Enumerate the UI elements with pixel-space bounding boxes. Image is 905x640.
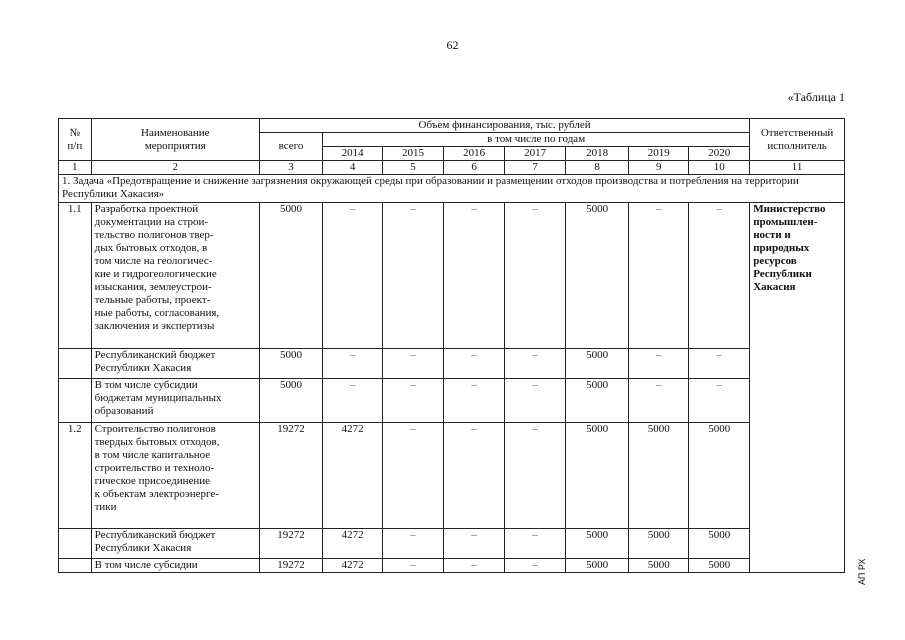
table-row [59, 559, 845, 573]
header-year: 2016 [444, 147, 505, 161]
header-by-years: в том числе по годам [323, 133, 750, 147]
header-total: всего [259, 133, 322, 161]
responsible-executor: Министерство промышлен- ности и природных ресурсов Республики Хакасия [750, 203, 845, 573]
row-value: – [689, 203, 750, 349]
column-number: 7 [505, 161, 566, 175]
side-stamp: АП РХ [857, 558, 867, 585]
row-value: – [689, 379, 750, 423]
row-value: – [444, 559, 505, 573]
row-value: – [444, 203, 505, 349]
row-value: – [444, 423, 505, 529]
row-num: 1.1 [59, 203, 92, 349]
row-value: – [505, 559, 566, 573]
header-responsible: Ответственный исполнитель [750, 119, 845, 161]
row-value: – [383, 379, 444, 423]
funding-table [58, 118, 845, 573]
row-value: 5000 [566, 203, 629, 349]
table-row [59, 349, 845, 379]
row-total: 19272 [259, 423, 322, 529]
row-value: – [323, 379, 383, 423]
section-title: 1. Задача «Предотвращение и снижение загрязнения окружающей среды при образовании и размещении отходов производства и потребления на территории Республики Хакасия» [59, 175, 845, 203]
column-number: 4 [323, 161, 383, 175]
column-number: 3 [259, 161, 322, 175]
row-total: 19272 [259, 559, 322, 573]
column-numbers-row [59, 161, 845, 175]
column-number: 1 [59, 161, 92, 175]
row-value: 5000 [566, 559, 629, 573]
row-total: 5000 [259, 203, 322, 349]
row-value: – [383, 559, 444, 573]
header-name: Наименование мероприятия [91, 119, 259, 161]
row-value: – [444, 379, 505, 423]
row-name: Разработка проектной документации на строи- тельство полигонов твер- дых бытовых отходов, в том числе на геологичес- кие и гидрогеологические изыскания, землеустрои- тельные работы, проект- ные работы, согласования, заключения и экспертизы [91, 203, 259, 349]
row-value: – [383, 349, 444, 379]
row-name: В том числе субсидии бюджетам муниципальных образований [91, 379, 259, 423]
header-year: 2014 [323, 147, 383, 161]
column-number: 8 [566, 161, 629, 175]
row-value: 5000 [566, 379, 629, 423]
table-row [59, 379, 845, 423]
row-total: 5000 [259, 349, 322, 379]
column-number: 6 [444, 161, 505, 175]
row-num [59, 529, 92, 559]
page-number: 62 [446, 38, 459, 52]
row-value: – [323, 349, 383, 379]
row-value: – [383, 203, 444, 349]
row-value: – [629, 203, 689, 349]
row-value: 5000 [629, 529, 689, 559]
row-value: – [505, 349, 566, 379]
row-value: – [629, 379, 689, 423]
row-value: – [383, 529, 444, 559]
header-num: № п/п [59, 119, 92, 161]
row-value: 5000 [566, 529, 629, 559]
row-value: 5000 [629, 423, 689, 529]
table-row [59, 203, 845, 349]
row-name: Республиканский бюджет Республики Хакасия [91, 349, 259, 379]
header-funding: Объем финансирования, тыс. рублей [259, 119, 749, 133]
header-year: 2019 [629, 147, 689, 161]
row-name: Строительство полигонов твердых бытовых отходов, в том числе капитальное строительство и техноло- гическое присоединение к объектам электроэнерге- тики [91, 423, 259, 529]
row-value: – [689, 349, 750, 379]
column-number: 2 [91, 161, 259, 175]
row-num [59, 559, 92, 573]
row-value: – [505, 423, 566, 529]
header-year: 2017 [505, 147, 566, 161]
row-value: 5000 [689, 529, 750, 559]
table-row [59, 423, 845, 529]
row-num: 1.2 [59, 423, 92, 529]
row-value: – [383, 423, 444, 529]
header-year: 2018 [566, 147, 629, 161]
row-num [59, 379, 92, 423]
row-value: – [444, 349, 505, 379]
row-value: – [505, 203, 566, 349]
table-row [59, 529, 845, 559]
row-value: 4272 [323, 559, 383, 573]
row-value: – [505, 529, 566, 559]
row-value: – [505, 379, 566, 423]
row-num [59, 349, 92, 379]
row-value: 5000 [566, 423, 629, 529]
column-number: 5 [383, 161, 444, 175]
row-value: – [444, 529, 505, 559]
row-value: 4272 [323, 423, 383, 529]
table-label: «Таблица 1 [787, 90, 845, 104]
row-value: 5000 [629, 559, 689, 573]
header-year: 2015 [383, 147, 444, 161]
row-value: 5000 [689, 559, 750, 573]
row-total: 5000 [259, 379, 322, 423]
row-value: – [629, 349, 689, 379]
row-value: 5000 [689, 423, 750, 529]
header-year: 2020 [689, 147, 750, 161]
row-value: 5000 [566, 349, 629, 379]
row-name: Республиканский бюджет Республики Хакасия [91, 529, 259, 559]
row-name: В том числе субсидии [91, 559, 259, 573]
row-value: – [323, 203, 383, 349]
column-number: 10 [689, 161, 750, 175]
column-number: 11 [750, 161, 845, 175]
column-number: 9 [629, 161, 689, 175]
row-total: 19272 [259, 529, 322, 559]
row-value: 4272 [323, 529, 383, 559]
